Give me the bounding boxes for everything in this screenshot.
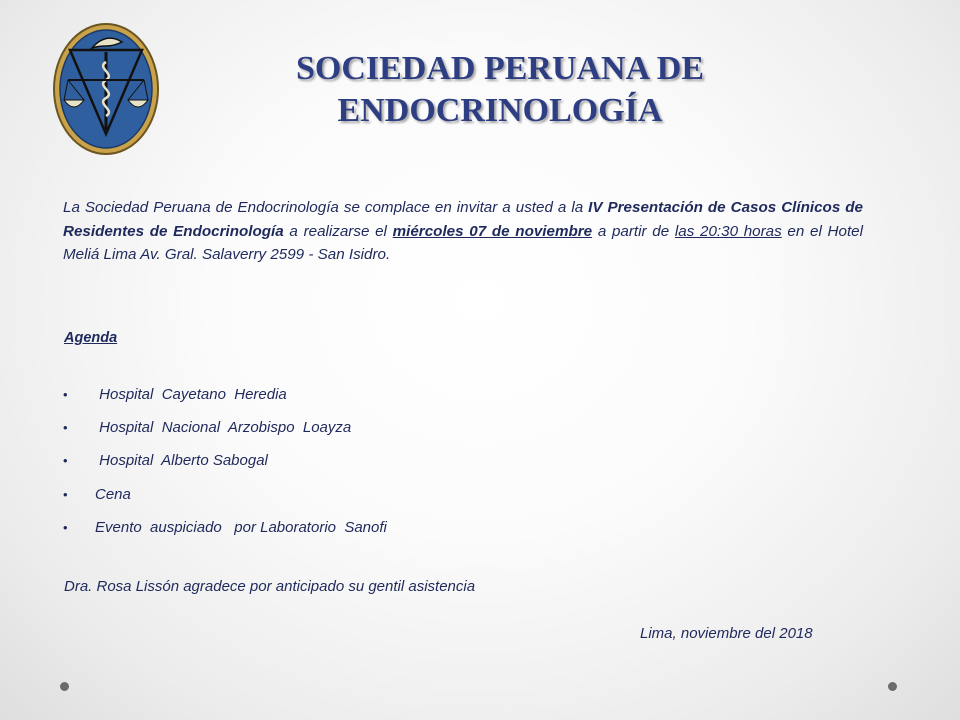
invitation-paragraph — [63, 196, 863, 267]
bullet-icon: • — [63, 420, 68, 436]
agenda-item-text: Hospital Cayetano Heredia — [95, 386, 287, 404]
agenda-item — [63, 511, 387, 544]
agenda-list — [63, 378, 387, 544]
society-emblem-icon — [52, 22, 160, 156]
date-line: Lima, noviembre del 2018 — [640, 625, 813, 642]
agenda-item — [63, 478, 387, 511]
bullet-icon: • — [63, 519, 68, 535]
agenda-item — [63, 444, 387, 477]
invitation-intro: La Sociedad Peruana de Endocrinología se complace en invitar a usted a la — [63, 199, 589, 216]
title-line-2: ENDOCRINOLOGÍA — [337, 92, 663, 129]
page-title — [230, 48, 770, 132]
agenda-heading: Agenda — [64, 330, 118, 346]
agenda-item — [63, 411, 387, 444]
invitation-time-intro: a partir de — [592, 222, 675, 240]
bullet-icon: • — [63, 387, 68, 403]
decorative-dot-icon — [888, 682, 897, 691]
title-line-1: SOCIEDAD PERUANA DE — [295, 50, 705, 87]
agenda-item-text: Evento auspiciado por Laboratorio Sanofi — [95, 518, 387, 536]
agenda-item-text: Hospital Nacional Arzobispo Loayza — [95, 419, 352, 437]
event-date: miércoles 07 de noviembre — [392, 222, 593, 240]
bullet-icon: • — [63, 486, 68, 502]
agenda-item-text: Hospital Alberto Sabogal — [95, 452, 268, 470]
agenda-item-text: Cena — [95, 485, 131, 503]
agenda-item — [63, 378, 387, 411]
event-location: en el Hotel Meliá Lima Av. Gral. Salaverry 2599 - San Isidro. — [63, 222, 864, 263]
invitation-connector: a realizarse el — [283, 222, 393, 240]
decorative-dot-icon — [60, 682, 69, 691]
event-name: IV Presentación de Casos Clínicos de Residentes de Endocrinología — [63, 199, 864, 240]
bullet-icon: • — [63, 453, 68, 469]
closing-note: Dra. Rosa Lissón agradece por anticipado su gentil asistencia — [64, 578, 476, 595]
event-time: las 20:30 horas — [674, 222, 782, 240]
